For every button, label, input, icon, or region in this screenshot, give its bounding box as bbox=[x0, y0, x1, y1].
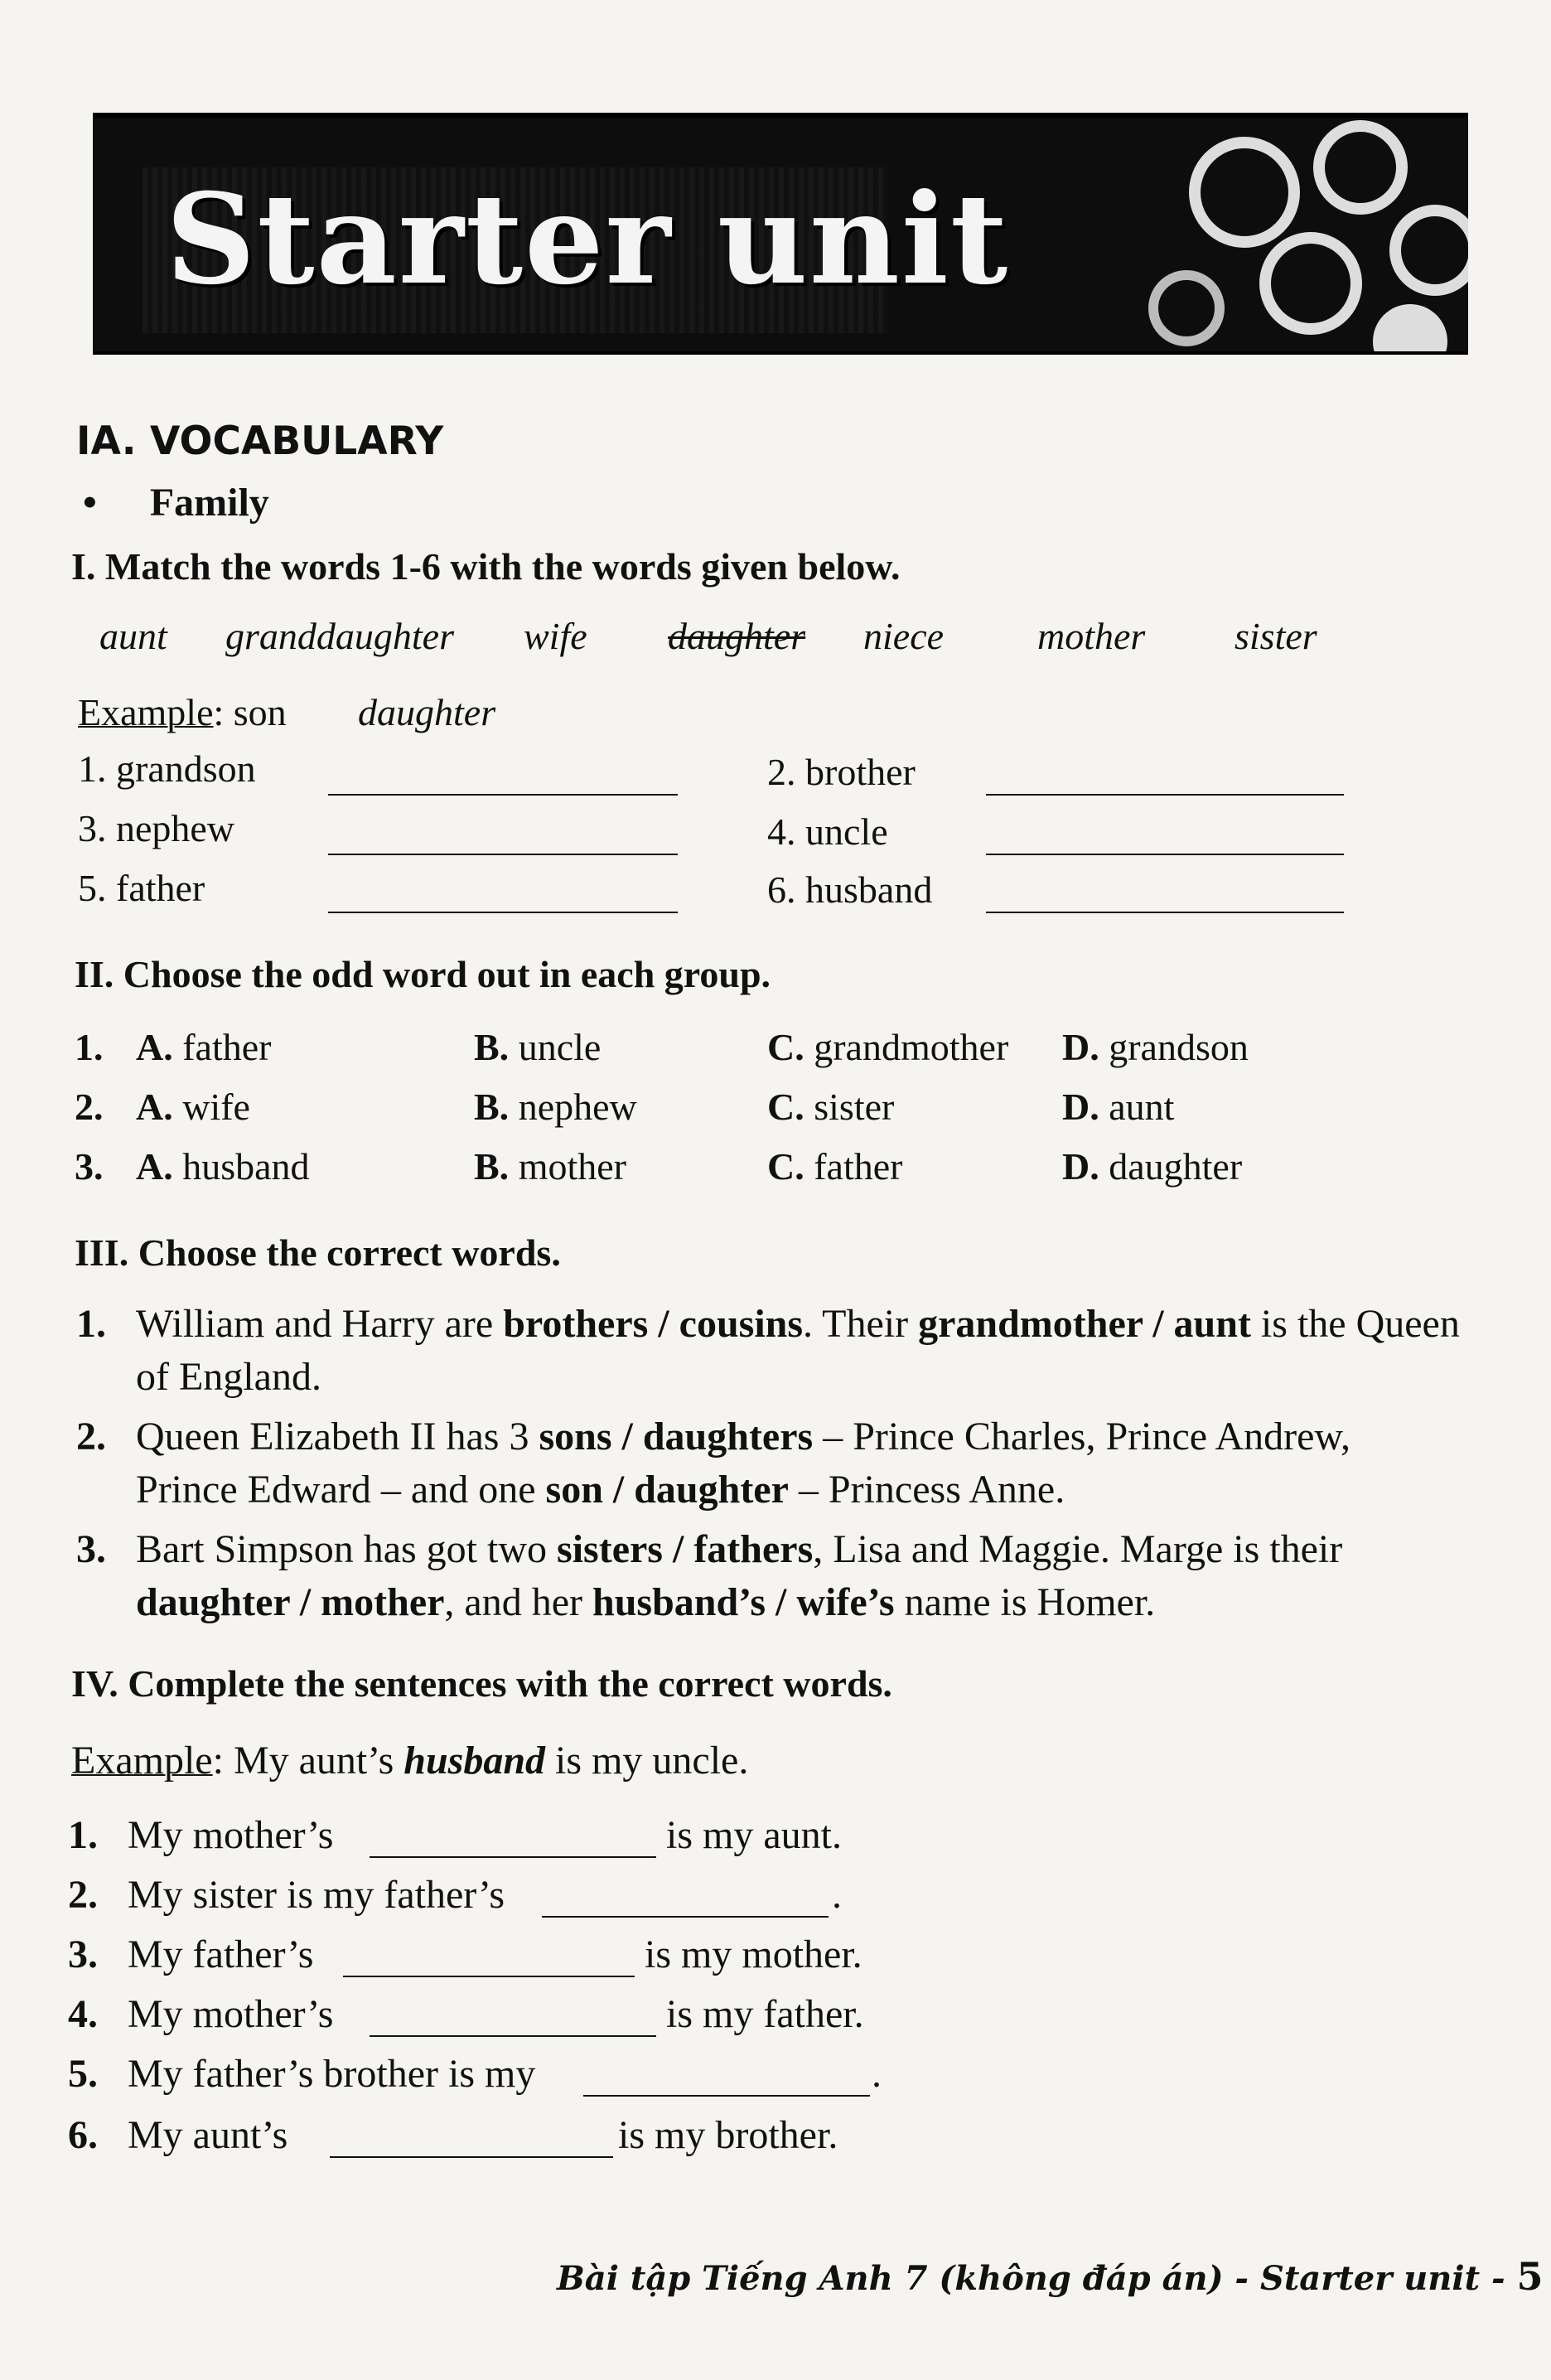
answer-blank[interactable] bbox=[328, 912, 678, 913]
example-label: Example bbox=[71, 1739, 213, 1783]
sentence-post: . bbox=[832, 1873, 842, 1917]
match-item bbox=[767, 809, 888, 854]
item-number: 6. bbox=[767, 868, 796, 911]
option-b bbox=[474, 1084, 637, 1130]
answer-blank[interactable] bbox=[370, 2035, 656, 2037]
item-number: 1. bbox=[78, 747, 107, 790]
topic-bullet: • bbox=[83, 481, 97, 525]
answer-blank[interactable] bbox=[986, 794, 1344, 796]
option-letter: C. bbox=[767, 1086, 804, 1128]
item-number: 3. bbox=[78, 807, 107, 849]
option-letter: C. bbox=[767, 1145, 804, 1188]
option-letter: D. bbox=[1062, 1145, 1099, 1188]
option-letter: D. bbox=[1062, 1026, 1099, 1068]
option-text: wife bbox=[182, 1086, 250, 1128]
choice-options[interactable]: son / daughter bbox=[545, 1468, 789, 1512]
ex1-title: I. Match the words 1-6 with the words given below. bbox=[71, 545, 901, 588]
word-bank-niece: niece bbox=[863, 615, 945, 657]
item-number: 2. bbox=[767, 751, 796, 793]
choice-sentence bbox=[136, 1523, 1460, 1629]
item-word: uncle bbox=[805, 810, 888, 853]
item-number: 6. bbox=[68, 2113, 98, 2157]
example-text: is my uncle. bbox=[545, 1739, 749, 1783]
choice-sentence bbox=[136, 1410, 1460, 1517]
item-number: 3. bbox=[68, 1933, 98, 1976]
option-text: sister bbox=[814, 1086, 895, 1128]
odd-word-row bbox=[75, 1144, 310, 1189]
option-text: grandson bbox=[1109, 1026, 1249, 1068]
banner-pattern-icon bbox=[1120, 118, 1468, 351]
item-number: 3. bbox=[76, 1527, 106, 1571]
answer-blank[interactable] bbox=[542, 1916, 829, 1918]
option-text: uncle bbox=[518, 1026, 602, 1068]
sentence-post: is my mother. bbox=[645, 1933, 862, 1976]
choice-item-3 bbox=[76, 1523, 1460, 1629]
choice-options[interactable]: husband’s / wife’s bbox=[592, 1580, 895, 1624]
option-text: nephew bbox=[518, 1086, 637, 1128]
word-bank-sister: sister bbox=[1235, 615, 1317, 657]
word-bank-mother: mother bbox=[1037, 615, 1146, 657]
answer-blank[interactable] bbox=[986, 854, 1344, 855]
option-c bbox=[767, 1084, 894, 1130]
ex4-example bbox=[71, 1737, 748, 1785]
option-letter: A. bbox=[136, 1026, 173, 1068]
section-title: IA. VOCABULARY bbox=[76, 418, 444, 464]
sentence-post: is my father. bbox=[666, 1992, 864, 2036]
option-letter: A. bbox=[136, 1145, 173, 1188]
answer-blank[interactable] bbox=[370, 1856, 656, 1858]
sentence-text: William and Harry are bbox=[136, 1302, 504, 1346]
word-bank-aunt: aunt bbox=[99, 615, 167, 657]
row-number: 3. bbox=[75, 1145, 104, 1188]
option-letter: B. bbox=[474, 1086, 510, 1128]
fill-item bbox=[68, 1931, 313, 1979]
option-letter: A. bbox=[136, 1086, 173, 1128]
option-text: father bbox=[182, 1026, 272, 1068]
option-text: aunt bbox=[1109, 1086, 1175, 1128]
match-item bbox=[767, 749, 916, 795]
item-number: 4. bbox=[68, 1992, 98, 2036]
example-prompt: : son bbox=[213, 691, 287, 733]
item-word: brother bbox=[805, 751, 916, 793]
option-b bbox=[474, 1144, 626, 1189]
unit-title: Starter unit bbox=[166, 167, 1010, 312]
page-number: 5 bbox=[1516, 2254, 1544, 2299]
item-word: grandson bbox=[116, 747, 256, 790]
row-number: 1. bbox=[75, 1026, 104, 1068]
match-item bbox=[78, 746, 256, 791]
choice-options[interactable]: sisters / fathers bbox=[557, 1527, 814, 1571]
row-number: 2. bbox=[75, 1086, 104, 1128]
sentence-pre: My mother’s bbox=[128, 1992, 334, 2036]
option-text: grandmother bbox=[814, 1026, 1009, 1068]
page-footer bbox=[557, 2254, 1544, 2299]
option-d bbox=[1062, 1024, 1249, 1070]
sentence-text: Queen Elizabeth II has 3 bbox=[136, 1415, 539, 1458]
sentence-post: is my brother. bbox=[618, 2113, 838, 2157]
fill-item bbox=[68, 1991, 333, 2039]
answer-blank[interactable] bbox=[330, 2156, 613, 2158]
answer-blank[interactable] bbox=[328, 854, 678, 855]
sentence-pre: My sister is my father’s bbox=[128, 1873, 505, 1917]
sentence-text: . Their bbox=[803, 1302, 919, 1346]
fill-item bbox=[68, 1871, 505, 1919]
option-d bbox=[1062, 1084, 1174, 1130]
ex2-title: II. Choose the odd word out in each group. bbox=[75, 953, 771, 995]
option-letter: B. bbox=[474, 1026, 510, 1068]
sentence-text: is the Queen of England. bbox=[136, 1302, 1460, 1399]
item-number: 1. bbox=[68, 1813, 98, 1857]
sentence-post: . bbox=[872, 2052, 882, 2096]
topic-label: Family bbox=[149, 481, 269, 525]
sentence-text: – Prince Charles, Prince Andrew, Prince Edward – and one bbox=[136, 1415, 1350, 1512]
option-letter: C. bbox=[767, 1026, 804, 1068]
sentence-text: name is Homer. bbox=[894, 1580, 1156, 1624]
sentence-pre: My mother’s bbox=[128, 1813, 334, 1857]
choice-item-1 bbox=[76, 1298, 1460, 1404]
item-word: father bbox=[116, 867, 205, 909]
option-c bbox=[767, 1144, 903, 1189]
odd-word-row bbox=[75, 1024, 272, 1070]
choice-options[interactable]: sons / daughters bbox=[539, 1415, 814, 1458]
ex1-example-answer: daughter bbox=[358, 691, 496, 733]
fill-item bbox=[68, 2050, 535, 2098]
word-bank-daughter: daughter bbox=[668, 615, 806, 657]
choice-options[interactable]: brothers / cousins bbox=[503, 1302, 804, 1346]
topic-heading bbox=[83, 479, 269, 527]
sentence-post: is my aunt. bbox=[666, 1813, 842, 1857]
answer-blank[interactable] bbox=[328, 794, 678, 796]
item-number: 4. bbox=[767, 810, 796, 853]
example-label: Example bbox=[78, 691, 214, 733]
choice-options[interactable]: daughter / mother bbox=[136, 1580, 445, 1624]
option-letter: D. bbox=[1062, 1086, 1099, 1128]
choice-options[interactable]: grandmother / aunt bbox=[918, 1302, 1251, 1346]
match-item bbox=[78, 805, 234, 851]
example-text: : My aunt’s bbox=[212, 1739, 404, 1783]
odd-word-row bbox=[75, 1084, 250, 1130]
option-text: father bbox=[814, 1145, 903, 1188]
option-d bbox=[1062, 1144, 1242, 1189]
sentence-pre: My aunt’s bbox=[128, 2113, 288, 2157]
match-item bbox=[767, 867, 932, 912]
item-number: 2. bbox=[76, 1415, 106, 1458]
option-b bbox=[474, 1024, 601, 1070]
word-bank-granddaughter: granddaughter bbox=[225, 615, 454, 657]
fill-item bbox=[68, 1812, 333, 1860]
sentence-text: – Princess Anne. bbox=[788, 1468, 1065, 1512]
ex1-example bbox=[78, 689, 287, 735]
item-word: husband bbox=[805, 868, 933, 911]
choice-sentence bbox=[136, 1298, 1460, 1404]
fill-item bbox=[68, 2112, 287, 2160]
option-letter: B. bbox=[474, 1145, 510, 1188]
item-number: 2. bbox=[68, 1873, 98, 1917]
sentence-pre: My father’s brother is my bbox=[128, 2052, 536, 2096]
option-text: daughter bbox=[1109, 1145, 1243, 1188]
item-number: 1. bbox=[76, 1302, 106, 1346]
option-text: husband bbox=[182, 1145, 310, 1188]
option-text: mother bbox=[518, 1145, 626, 1188]
ex4-title: IV. Complete the sentences with the correct words. bbox=[71, 1662, 892, 1705]
answer-blank[interactable] bbox=[986, 912, 1344, 913]
ex3-title: III. Choose the correct words. bbox=[75, 1231, 561, 1274]
footer-text: Bài tập Tiếng Anh 7 (không đáp án) - Starter unit - bbox=[557, 2259, 1505, 2298]
answer-blank[interactable] bbox=[343, 1976, 635, 1977]
word-bank-wife: wife bbox=[524, 615, 587, 657]
sentence-text: , and her bbox=[444, 1580, 593, 1624]
unit-banner bbox=[93, 113, 1468, 355]
example-answer: husband bbox=[403, 1739, 546, 1783]
sentence-text: , Lisa and Maggie. Marge is their bbox=[813, 1527, 1343, 1571]
sentence-pre: My father’s bbox=[128, 1933, 314, 1976]
item-number: 5. bbox=[78, 867, 107, 909]
match-item bbox=[78, 865, 205, 911]
option-c bbox=[767, 1024, 1008, 1070]
choice-item-2 bbox=[76, 1410, 1460, 1517]
answer-blank[interactable] bbox=[583, 2095, 870, 2097]
item-word: nephew bbox=[116, 807, 235, 849]
sentence-text: Bart Simpson has got two bbox=[136, 1527, 558, 1571]
item-number: 5. bbox=[68, 2052, 98, 2096]
